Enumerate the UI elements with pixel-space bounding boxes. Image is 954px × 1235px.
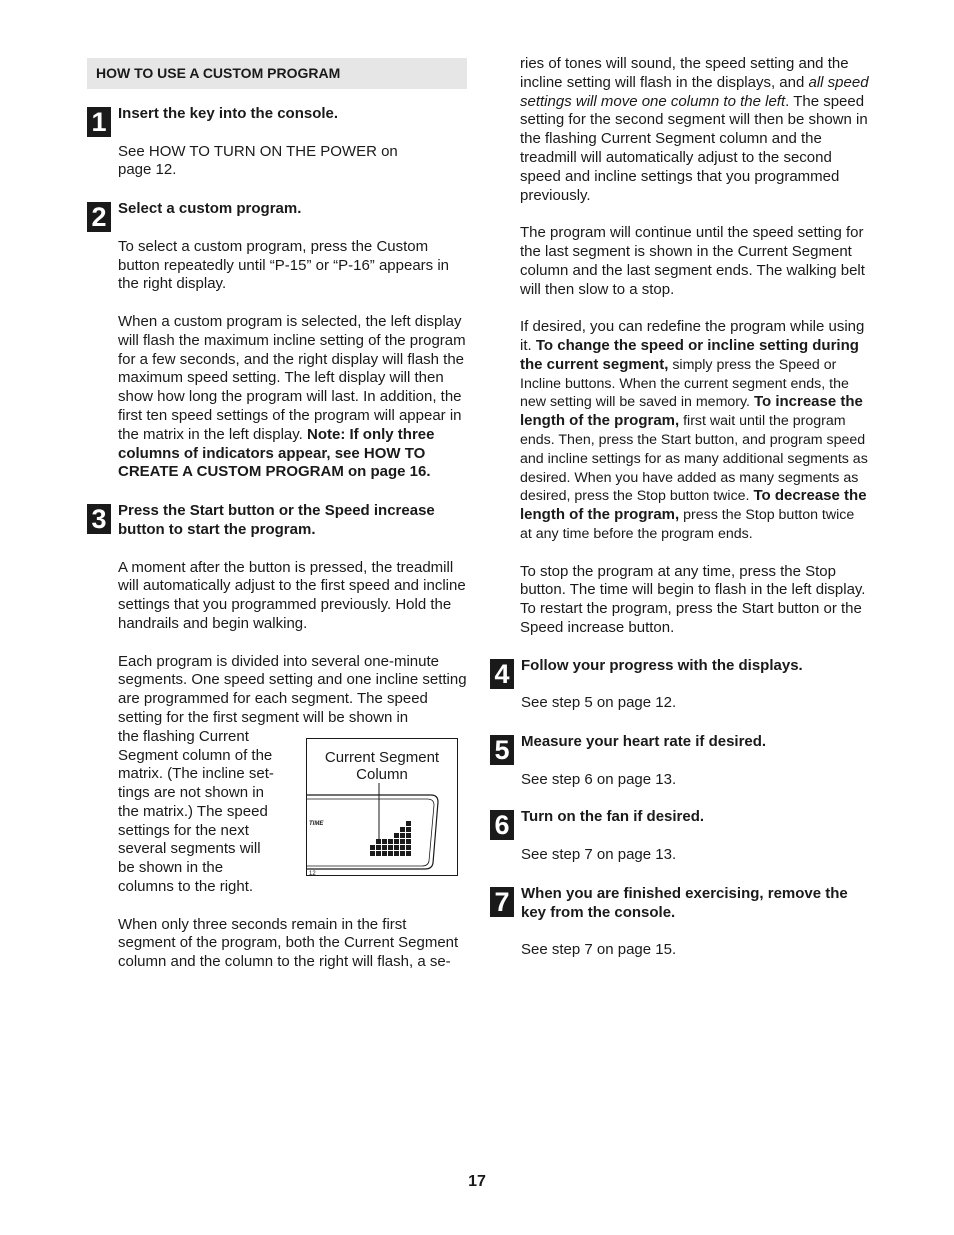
step-6-title: Turn on the fan if desired.: [521, 808, 705, 826]
step-7-title: When you are finished exercising, remove the key from the console.: [521, 884, 848, 921]
left-column: [87, 58, 467, 972]
time-label: TIME: [309, 820, 324, 827]
corner-number: 12: [309, 870, 316, 877]
step-5-title: Measure your heart rate if desired.: [521, 733, 767, 751]
step-number-3: 3: [87, 504, 111, 534]
step-2-title: Select a custom program.: [118, 200, 302, 218]
step-3-continued-3: If desired, you can redefine the program while using it. To change the speed or incline setting during the current segment, simply press the Speed or Incline buttons. When the current segment ends, the new setting will be saved in memory. To increase the length of the program, first wait until the program ends. Then, press the Start button, and program speed and incline settings for as many additional segments as desired. When you have added as many segments as desired, press the Stop button twice. To decrease the length of the program, press the Stop button twice at any time before the program ends.: [520, 318, 868, 542]
section-title: HOW TO USE A CUSTOM PROGRAM: [87, 58, 467, 89]
step-number-1: 1: [87, 107, 111, 137]
step-2-note: Note: If only three columns of indicators appear, see HOW TO CREATE A CUSTOM PROGRAM on page 16.: [118, 425, 435, 481]
step-4-title: Follow your progress with the displays.: [521, 656, 803, 674]
step-3: [87, 502, 467, 972]
wrapped-text: the flashing Current Segment column of the matrix. (The incline set- tings are not shown in the matrix.) The speed settings for the next several segments will be shown in the columns to the right.: [118, 727, 274, 896]
step-number-5: 5: [490, 735, 514, 765]
step-3-continued-1: ries of tones will sound, the speed setting and the incline setting will flash in the displays, and all speed settings will move one column to the left. The speed setting for the second segment will then be shown in the flashing Current Segment column and the treadmill will automatically adjust to the second speed and incline settings that you programmed previously.: [520, 55, 869, 204]
step-number-2: 2: [87, 202, 111, 232]
step-number-7: 7: [490, 887, 514, 917]
step-7: [490, 885, 870, 960]
current-segment-figure: [306, 738, 458, 876]
step-2-text-1: To select a custom program, press the Custom button repeatedly until “P-15” or “P-16” appears in the right display.: [118, 237, 450, 293]
step-1-text: See HOW TO TURN ON THE POWER on page 12.: [118, 142, 398, 179]
step-5: [490, 733, 870, 789]
step-3-continued-4: To stop the program at any time, press the Stop button. The time will begin to flash in the left display. To restart the program, press the Start button or the Speed increase button.: [520, 562, 866, 636]
step-3-text-2: Each program is divided into several one-minute segments. One speed setting and one incline setting are programmed for each segment. The speed setting for the first segment will be shown in: [118, 652, 467, 726]
step-1-title: Insert the key into the console.: [118, 105, 339, 122]
step-5-text: See step 6 on page 13.: [521, 770, 677, 788]
step-1: [87, 105, 467, 180]
step-7-text: See step 7 on page 15.: [521, 941, 677, 959]
step-number-6: 6: [490, 810, 514, 840]
step-2-text-2: When a custom program is selected, the left display will flash the maximum incline setting of the program for a few seconds, and the right display will flash the maximum speed setting. The left display will then show how long the program will last. In addition, the first ten speed settings of the program will appear in the matrix in the left display. Note: If only three columns of indicators appear, see HOW TO CREATE A CUSTOM PROGRAM on page 16.: [118, 312, 466, 481]
step-6-text: See step 7 on page 13.: [521, 846, 677, 864]
step-4: [490, 657, 870, 713]
right-column: [490, 55, 870, 960]
step-6: [490, 808, 870, 864]
figure-wrap: [118, 728, 467, 897]
step-number-4: 4: [490, 659, 514, 689]
step-3-text-1: A moment after the button is pressed, the treadmill will automatically adjust to the first speed and incline settings that you programmed previously. Hold the handrails and begin walking.: [118, 558, 466, 632]
step-3-text-3: When only three seconds remain in the first segment of the program, both the Current Segment column and the column to the right will flash, a se-: [118, 915, 459, 971]
matrix-indicators: [370, 821, 411, 856]
figure-caption: Current Segment Column: [324, 748, 440, 783]
step-3-continued-2: The program will continue until the speed setting for the last segment is shown in the Current Segment column and the last segment ends. The walking belt will then slow to a stop.: [520, 224, 865, 298]
step-4-text: See step 5 on page 12.: [521, 694, 677, 712]
step-3-title: Press the Start button or the Speed increase button to start the program.: [118, 502, 435, 538]
page-number: 17: [468, 1173, 486, 1190]
step-2: [87, 200, 467, 482]
